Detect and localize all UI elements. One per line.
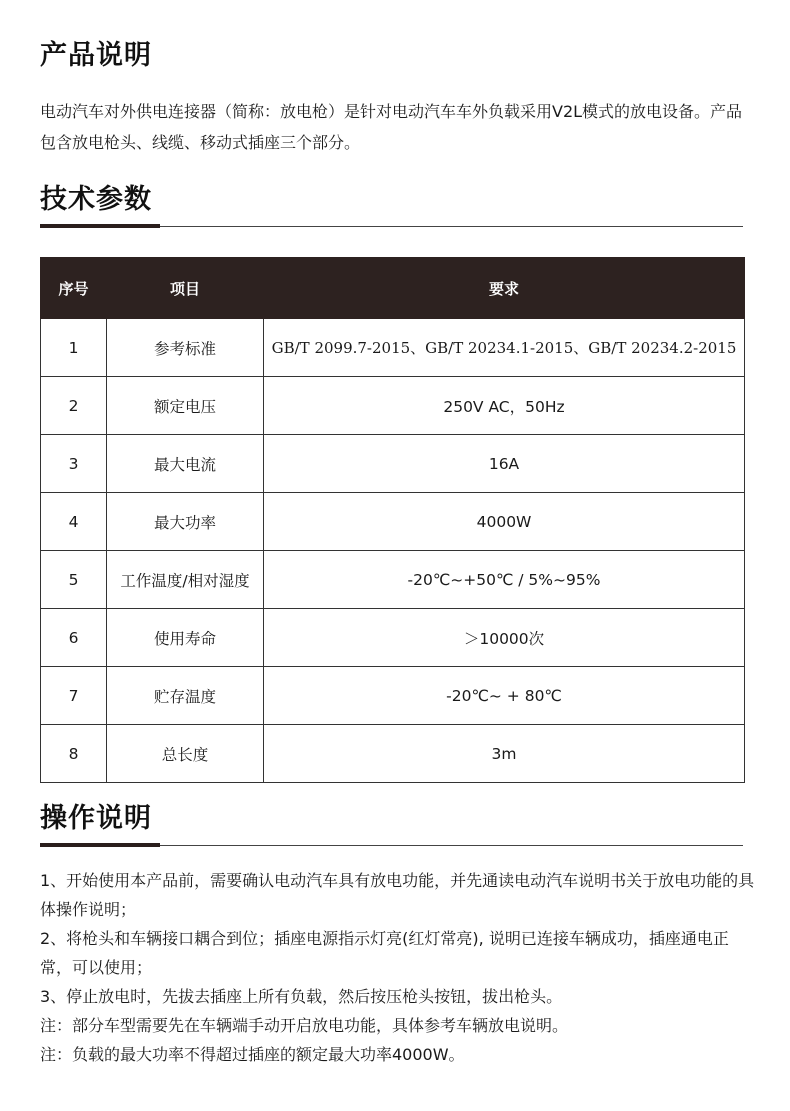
row-requirement: 250V AC，50Hz: [264, 377, 745, 435]
tech-params-divider: [40, 226, 743, 227]
row-item: 工作温度/相对湿度: [107, 551, 264, 609]
table-row: [41, 435, 745, 493]
row-no: 6: [41, 609, 107, 667]
tech-params-title: 技术参数: [40, 184, 152, 215]
row-requirement: -20℃~ + 80℃: [264, 667, 745, 725]
row-item: 贮存温度: [107, 667, 264, 725]
instruction-line: 3、停止放电时，先拔去插座上所有负载，然后按压枪头按钮，拔出枪头。: [40, 987, 563, 1006]
table-row: [41, 319, 745, 377]
instruction-line: 1、开始使用本产品前，需要确认电动汽车具有放电功能，并先通读电动汽车说明书关于放电功能的具体操作说明；: [40, 871, 755, 919]
table-header-row: [41, 258, 745, 319]
row-item: 最大电流: [107, 435, 264, 493]
table-row: [41, 667, 745, 725]
table-row: [41, 551, 745, 609]
row-item: 总长度: [107, 725, 264, 783]
table-row: [41, 609, 745, 667]
header-item: 项目: [107, 258, 264, 319]
row-no: 1: [41, 319, 107, 377]
row-item: 额定电压: [107, 377, 264, 435]
operation-title: 操作说明: [40, 803, 152, 834]
row-requirement: 3m: [264, 725, 745, 783]
product-description-title: 产品说明: [40, 40, 152, 71]
row-no: 4: [41, 493, 107, 551]
row-no: 3: [41, 435, 107, 493]
instruction-line: 2、将枪头和车辆接口耦合到位；插座电源指示灯亮(红灯常亮), 说明已连接车辆成功，插座通电正常，可以使用；: [40, 929, 729, 977]
product-description-text: 电动汽车对外供电连接器（简称：放电枪）是针对电动汽车车外负载采用V2L模式的放电设备。产品包含放电枪头、线缆、移动式插座三个部分。: [40, 102, 743, 152]
row-item: 使用寿命: [107, 609, 264, 667]
row-requirement: -20℃~+50℃ / 5%~95%: [264, 551, 745, 609]
row-no: 8: [41, 725, 107, 783]
row-item: 最大功率: [107, 493, 264, 551]
note-line: 注：负载的最大功率不得超过插座的额定最大功率4000W。: [40, 1045, 465, 1064]
tech-params-table: [40, 257, 745, 783]
row-requirement: 4000W: [264, 493, 745, 551]
operation-divider: [40, 845, 743, 846]
row-requirement: GB/T 2099.7-2015、GB/T 20234.1-2015、GB/T 20234.2-2015: [264, 319, 745, 377]
operation-instructions: [40, 866, 760, 1069]
row-no: 2: [41, 377, 107, 435]
table-row: [41, 493, 745, 551]
row-item: 参考标准: [107, 319, 264, 377]
header-requirement: 要求: [264, 258, 745, 319]
header-no: 序号: [41, 258, 107, 319]
row-requirement: 16A: [264, 435, 745, 493]
table-row: [41, 377, 745, 435]
row-no: 5: [41, 551, 107, 609]
row-requirement: ＞10000次: [264, 609, 745, 667]
note-line: 注：部分车型需要先在车辆端手动开启放电功能，具体参考车辆放电说明。: [40, 1016, 569, 1035]
table-row: [41, 725, 745, 783]
row-no: 7: [41, 667, 107, 725]
